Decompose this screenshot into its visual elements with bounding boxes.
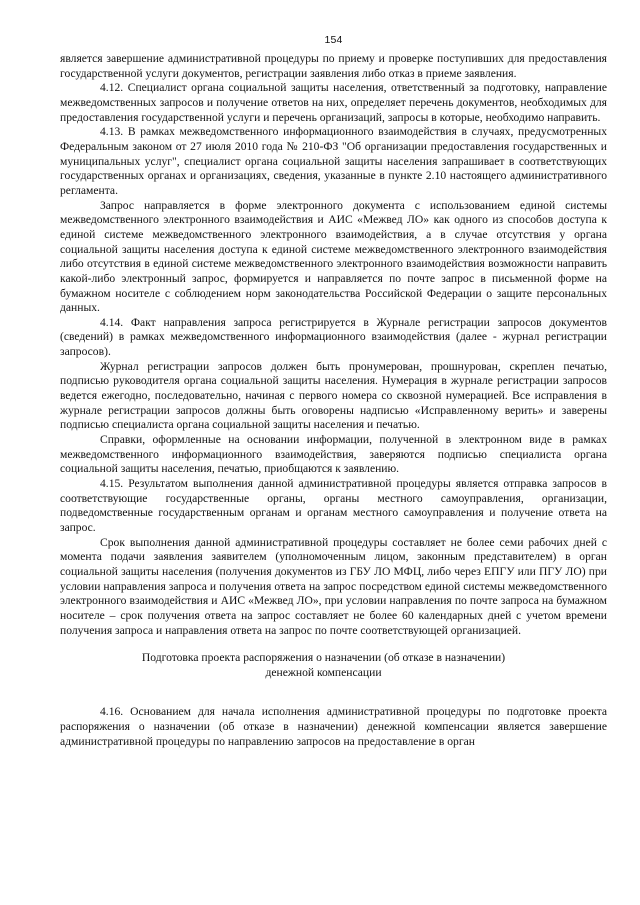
paragraph-4-12: 4.12. Специалист органа социальной защиты населения, ответственный за подготовку, направление межведомственных запросов и получение ответов на них, определяет перечень документов, необходимых для предоставления государственной услуги и перечень организаций, запросы в которые, необходимо направить.: [60, 81, 607, 124]
paragraph-journal: Журнал регистрации запросов должен быть пронумерован, прошнурован, скреплен печатью, подписью руководителя органа социальной защиты населения. Нумерация в журнале регистрации запросов ведется ежегодно, последовательно, начиная с первого номера со сквозной нумерацией. Все исправления в журнале регистрации запросов должны быть оговорены надписью «Исправленному верить» и заверены подписью специалиста органа социальной защиты населения и печатью.: [60, 359, 607, 432]
paragraph-4-13: 4.13. В рамках межведомственного информационного взаимодействия в случаях, предусмотренных Федеральным законом от 27 июля 2010 года № 210-ФЗ "Об организации предоставления государственных и муниципальных услуг", специалист органа социальной защиты населения запрашивает в соответствующих государственных органах и организациях, сведения, указанные в пункте 2.10 настоящего административного регламента.: [60, 125, 607, 197]
paragraph-continuation: является завершение административной процедуры по приему и проверке поступивших для предоставления государственной услуги документов, регистрации заявления либо отказ в приеме заявления.: [60, 52, 607, 80]
page-number: 154: [324, 34, 343, 46]
section-heading-line-2: денежной компенсации: [265, 666, 382, 680]
paragraph-4-14: 4.14. Факт направления запроса регистрируется в Журнале регистрации запросов документов (сведений) в рамках межведомственного информационного взаимодействия (далее - журнал регистрации запросов).: [60, 315, 607, 359]
paragraph-certificates: Справки, оформленные на основании информации, полученной в электронном виде в рамках межведомственного информационного взаимодействия, заверяются подписью специалиста органа социальной защиты населения, печатью, приобщаются к заявлению.: [60, 433, 607, 476]
paragraph-deadline: Срок выполнения данной административной процедуры составляет не более семи рабочих дней с момента подачи заявления заявителем (уполномоченным лицом, законным представителем) в орган социальной защиты населения (получения документов из ГБУ ЛО МФЦ, либо через ЕПГУ или ПГУ ЛО) при условии направления запроса и получения ответа на запрос посредством единой системы межведомственного электронного взаимодействия и АИС «Межвед ЛО», при условии направления по почте запроса на бумажном носителе – срок получения ответа на запрос составляет не более 60 календарных дней с учетом времени получения запроса и направления ответа на запрос по почте соответствующей организацией.: [60, 535, 607, 637]
paragraph-4-15: 4.15. Результатом выполнения данной административной процедуры является отправка запросов в соответствующие государственные органы, органы местного самоуправления, организации, подведомственные государственным органам и органам местного самоуправления и получение ответа на запрос.: [60, 477, 607, 534]
paragraph-request-form: Запрос направляется в форме электронного документа с использованием единой системы межведомственного электронного взаимодействия и АИС «Межвед ЛО» как одного из способов доступа к единой системе межведомственного электронного взаимодействия, а в случае отсутствия у органа социальной защиты населения доступа к единой системе межведомственного электронного взаимодействия либо отсутствия в единой системе межведомственного электронного взаимодействия возможности направить какой-либо электронный запрос, формируется и направляется по почте запрос в письменной форме на бумажном носителе с соблюдением норм законодательства Российской Федерации о защите персональных данных.: [60, 198, 607, 315]
paragraph-4-16: 4.16. Основанием для начала исполнения административной процедуры по подготовке проекта распоряжения о назначении (об отказе в назначении) денежной компенсации является завершение административной процедуры по направлению запросов на предоставление в орган: [60, 705, 607, 748]
section-heading: [60, 650, 587, 680]
section-heading-line-1: Подготовка проекта распоряжения о назначении (об отказе в назначении): [141, 651, 506, 665]
